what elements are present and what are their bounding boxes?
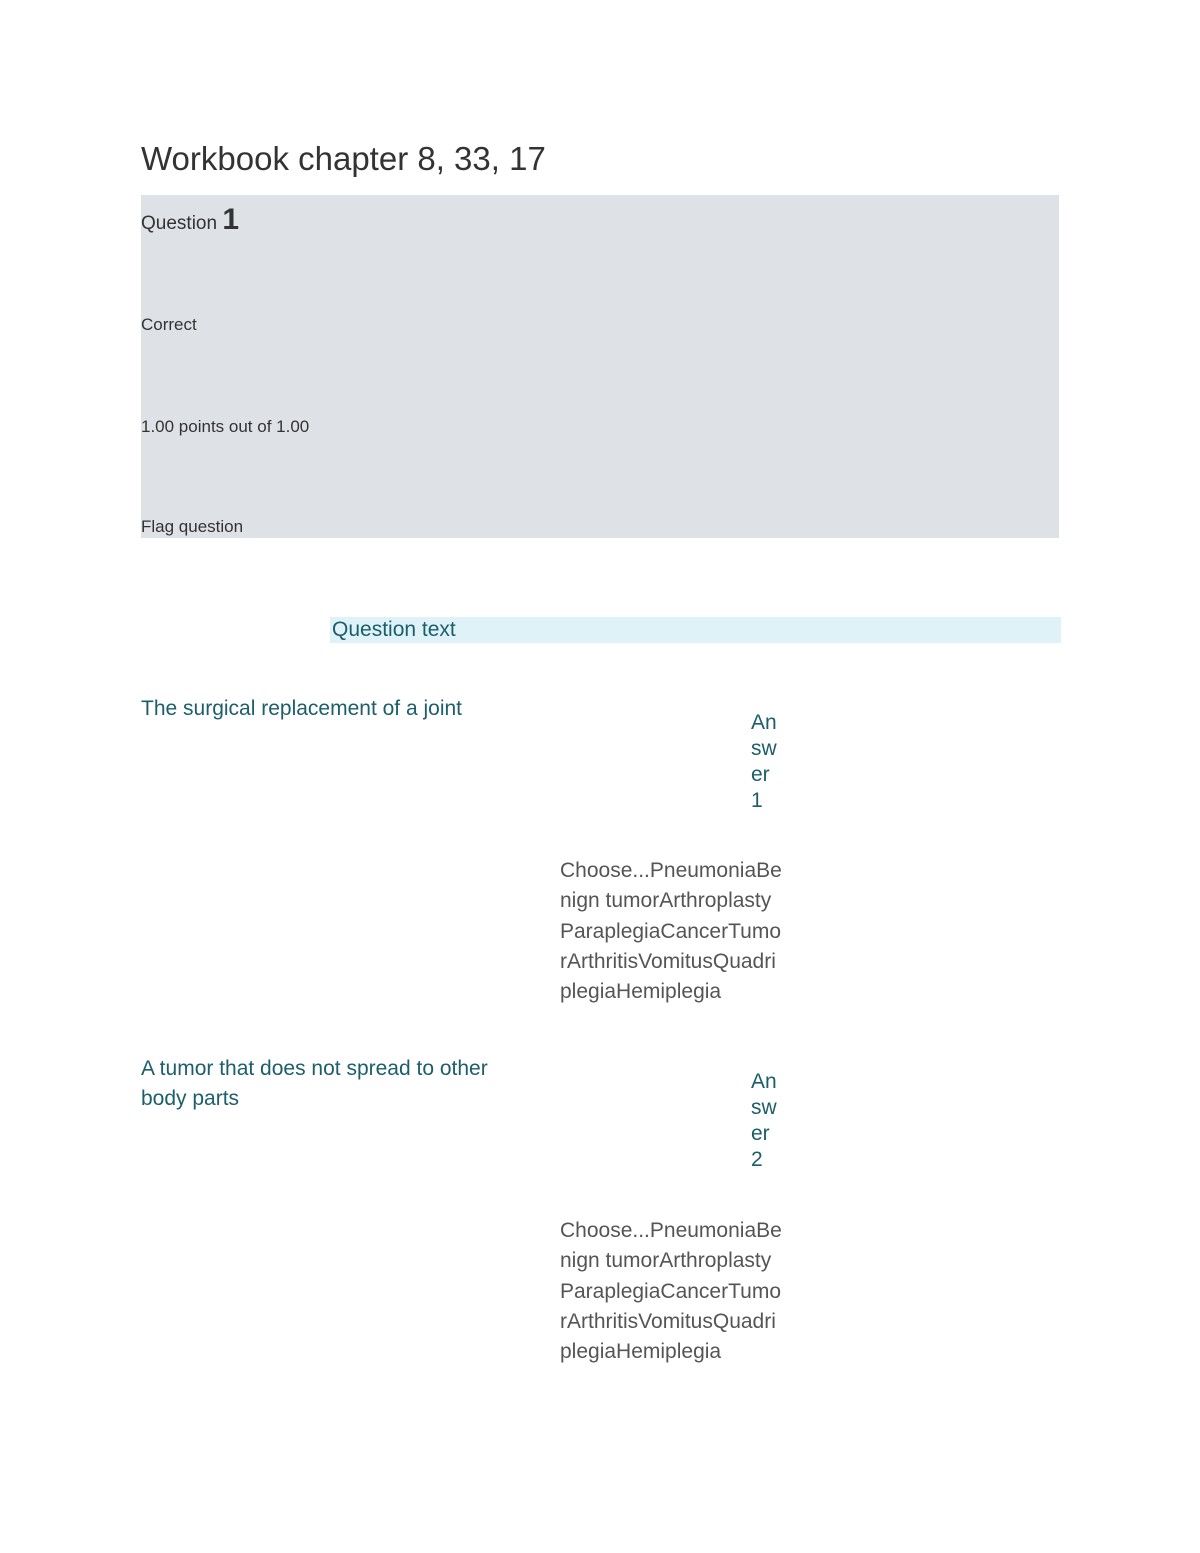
page-title: Workbook chapter 8, 33, 17 [141, 140, 546, 177]
question-info-panel [141, 195, 1059, 538]
answer-select-1[interactable]: Choose...PneumoniaBenign tumorArthroplastyParaplegiaCancerTumorArthritisVomitusQuadriplegiaHemiplegia [560, 859, 782, 1004]
flag-question-link[interactable]: Flag question [141, 517, 244, 536]
question-number: 1 [222, 203, 240, 236]
answer-label-1: Answer 1 [751, 711, 777, 812]
question-text-header: Question text [330, 617, 1061, 643]
match-prompt-1: The surgical replacement of a joint [141, 697, 462, 720]
answer-select-2[interactable]: Choose...PneumoniaBenign tumorArthroplastyParaplegiaCancerTumorArthritisVomitusQuadriplegiaHemiplegia [560, 1219, 782, 1364]
answer-label-2: Answer 2 [751, 1070, 777, 1171]
match-prompt-2: A tumor that does not spread to other body parts [141, 1057, 488, 1110]
question-number-label [141, 203, 239, 237]
question-label: Question [141, 213, 218, 234]
question-grade: 1.00 points out of 1.00 [141, 417, 310, 436]
question-state: Correct [141, 315, 197, 334]
